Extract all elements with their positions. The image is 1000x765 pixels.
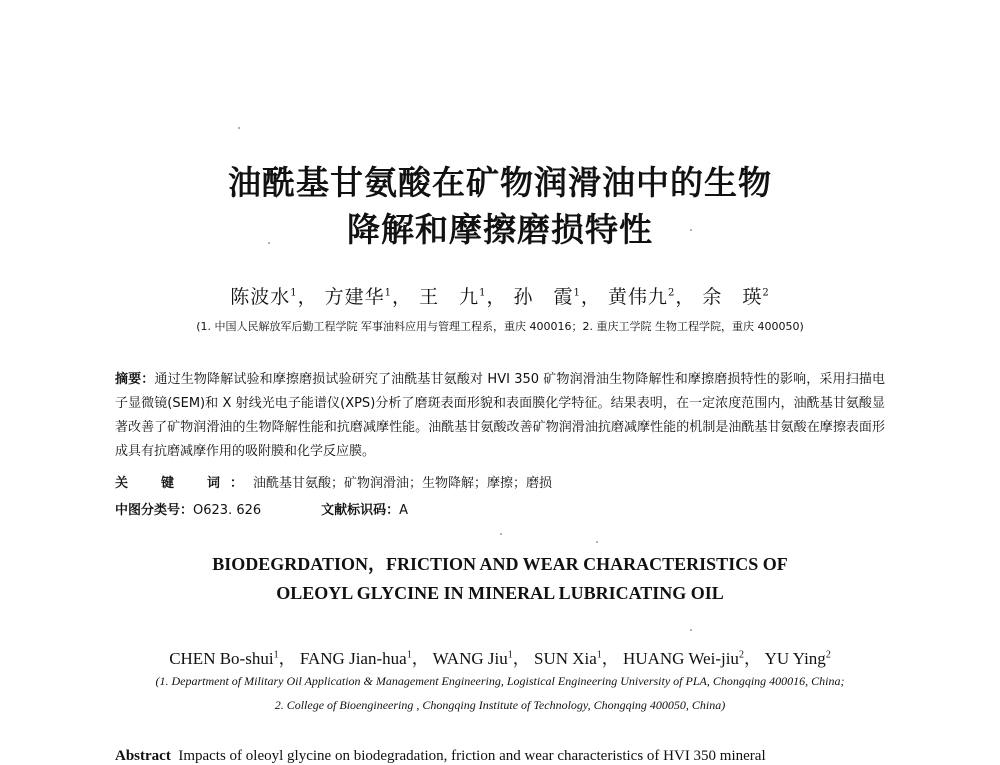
- class-number-label: 中图分类号：: [115, 503, 194, 518]
- chinese-title-line-2: 降解和摩擦磨损特性: [347, 210, 653, 249]
- scan-speck: [268, 242, 270, 244]
- author: 方建华: [324, 286, 385, 308]
- abstract-text: 通过生物降解试验和摩擦磨损试验研究了油酰基甘氨酸对 HVI 350 矿物润滑油生物降解性和摩擦磨损特性的影响，采用扫描电子显微镜(SEM)和 X 射线光电子能谱仪(XPS)分析了磨斑表面形貌和表面膜化学特征。结果表明，在一定浓度范围内，油酰基甘氨酸显著改善了矿物润滑油的生物降解性能和抗磨减摩性能。油酰基甘氨酸改善矿物润滑油抗磨减摩性能的机制是油酰基甘氨酸在摩擦表面形成具有抗磨减摩作用的吸附膜和化学反应膜。: [115, 372, 885, 459]
- document-code-value: A: [399, 503, 409, 518]
- affiliation-marker: 1: [596, 649, 602, 661]
- author: WANG Jiu: [432, 649, 508, 668]
- keywords-label: 关 键 词：: [115, 476, 254, 491]
- abstract-label: 摘要：: [115, 372, 155, 387]
- affiliation-marker: 1: [507, 649, 513, 661]
- author: CHEN Bo-shui: [169, 649, 274, 668]
- chinese-abstract: [115, 368, 885, 464]
- affiliation-marker: 2: [762, 287, 770, 299]
- author: 余 瑛: [702, 286, 763, 308]
- chinese-keywords: [115, 472, 885, 491]
- affiliation-marker: 1: [290, 287, 298, 299]
- chinese-affiliation: (1. 中国人民解放军后勤工程学院 军事油料应用与管理工程系，重庆 400016；2. 重庆工学院 生物工程学院，重庆 400050): [196, 320, 804, 333]
- author: 黄伟九: [607, 286, 668, 308]
- english-title-line-1: BIODEGRDATION，FRICTION AND WEAR CHARACTERISTICS OF: [212, 554, 788, 574]
- author: 孙 霞: [513, 286, 574, 308]
- author: YU Ying: [764, 649, 826, 668]
- affiliation-marker: 2: [738, 649, 744, 661]
- classification-line: [115, 499, 885, 518]
- chinese-title-line-1: 油酰基甘氨酸在矿物润滑油中的生物: [228, 163, 772, 202]
- english-author-list: CHEN Bo-shui$^1$， FANG Jian-hua$^1$， WANG Jiu$^1$， SUN Xia$^1$， HUANG Wei-jiu$^2$， YU Ying$^2$: [169, 649, 831, 668]
- english-affiliation-line-1: (1. Department of Military Oil Application & Management Engineering, Logistical Engineering University of PLA, Chongqing 400016, China;: [155, 674, 845, 688]
- author: SUN Xia: [533, 649, 597, 668]
- affiliation-marker: 1: [406, 649, 412, 661]
- class-number-value: O623. 626: [193, 503, 262, 518]
- affiliation-marker: 1: [479, 287, 487, 299]
- affiliation-marker: 1: [573, 287, 581, 299]
- document-code-label: 文献标识码：: [321, 503, 400, 518]
- author: 王 九: [419, 286, 480, 308]
- affiliation-marker: 2: [667, 287, 676, 299]
- scan-speck: [690, 229, 692, 231]
- english-affiliation-line-2: 2. College of Bioengineering , Chongqing Institute of Technology, Chongqing 400050, China): [274, 698, 726, 712]
- scan-speck: [238, 127, 240, 129]
- english-title-line-2: OLEOYL GLYCINE IN MINERAL LUBRICATING OIL: [276, 583, 724, 603]
- affiliation-marker: 1: [273, 649, 279, 661]
- author: HUANG Wei-jiu: [623, 649, 739, 668]
- english-abstract-label: Abstract: [115, 748, 171, 764]
- affiliation-marker: 1: [384, 287, 393, 299]
- english-abstract: [115, 748, 885, 765]
- scan-speck: [596, 541, 598, 543]
- scan-speck: [500, 533, 502, 535]
- author: FANG Jian-hua: [299, 649, 407, 668]
- affiliation-marker: 2: [825, 649, 831, 661]
- english-abstract-text: Impacts of oleoyl glycine on biodegradation, friction and wear characteristics of HVI 350 mineral: [178, 748, 766, 764]
- scan-speck: [690, 629, 692, 631]
- keywords-text: 油酰基甘氨酸；矿物润滑油；生物降解；摩擦；磨损: [253, 476, 553, 491]
- author: 陈波水: [230, 286, 291, 308]
- chinese-author-list: 陈波水$^1$， 方建华$^1$， 王 九$^1$， 孙 霞$^1$， 黄伟九$^2$， 余 瑛$^2$: [230, 286, 770, 308]
